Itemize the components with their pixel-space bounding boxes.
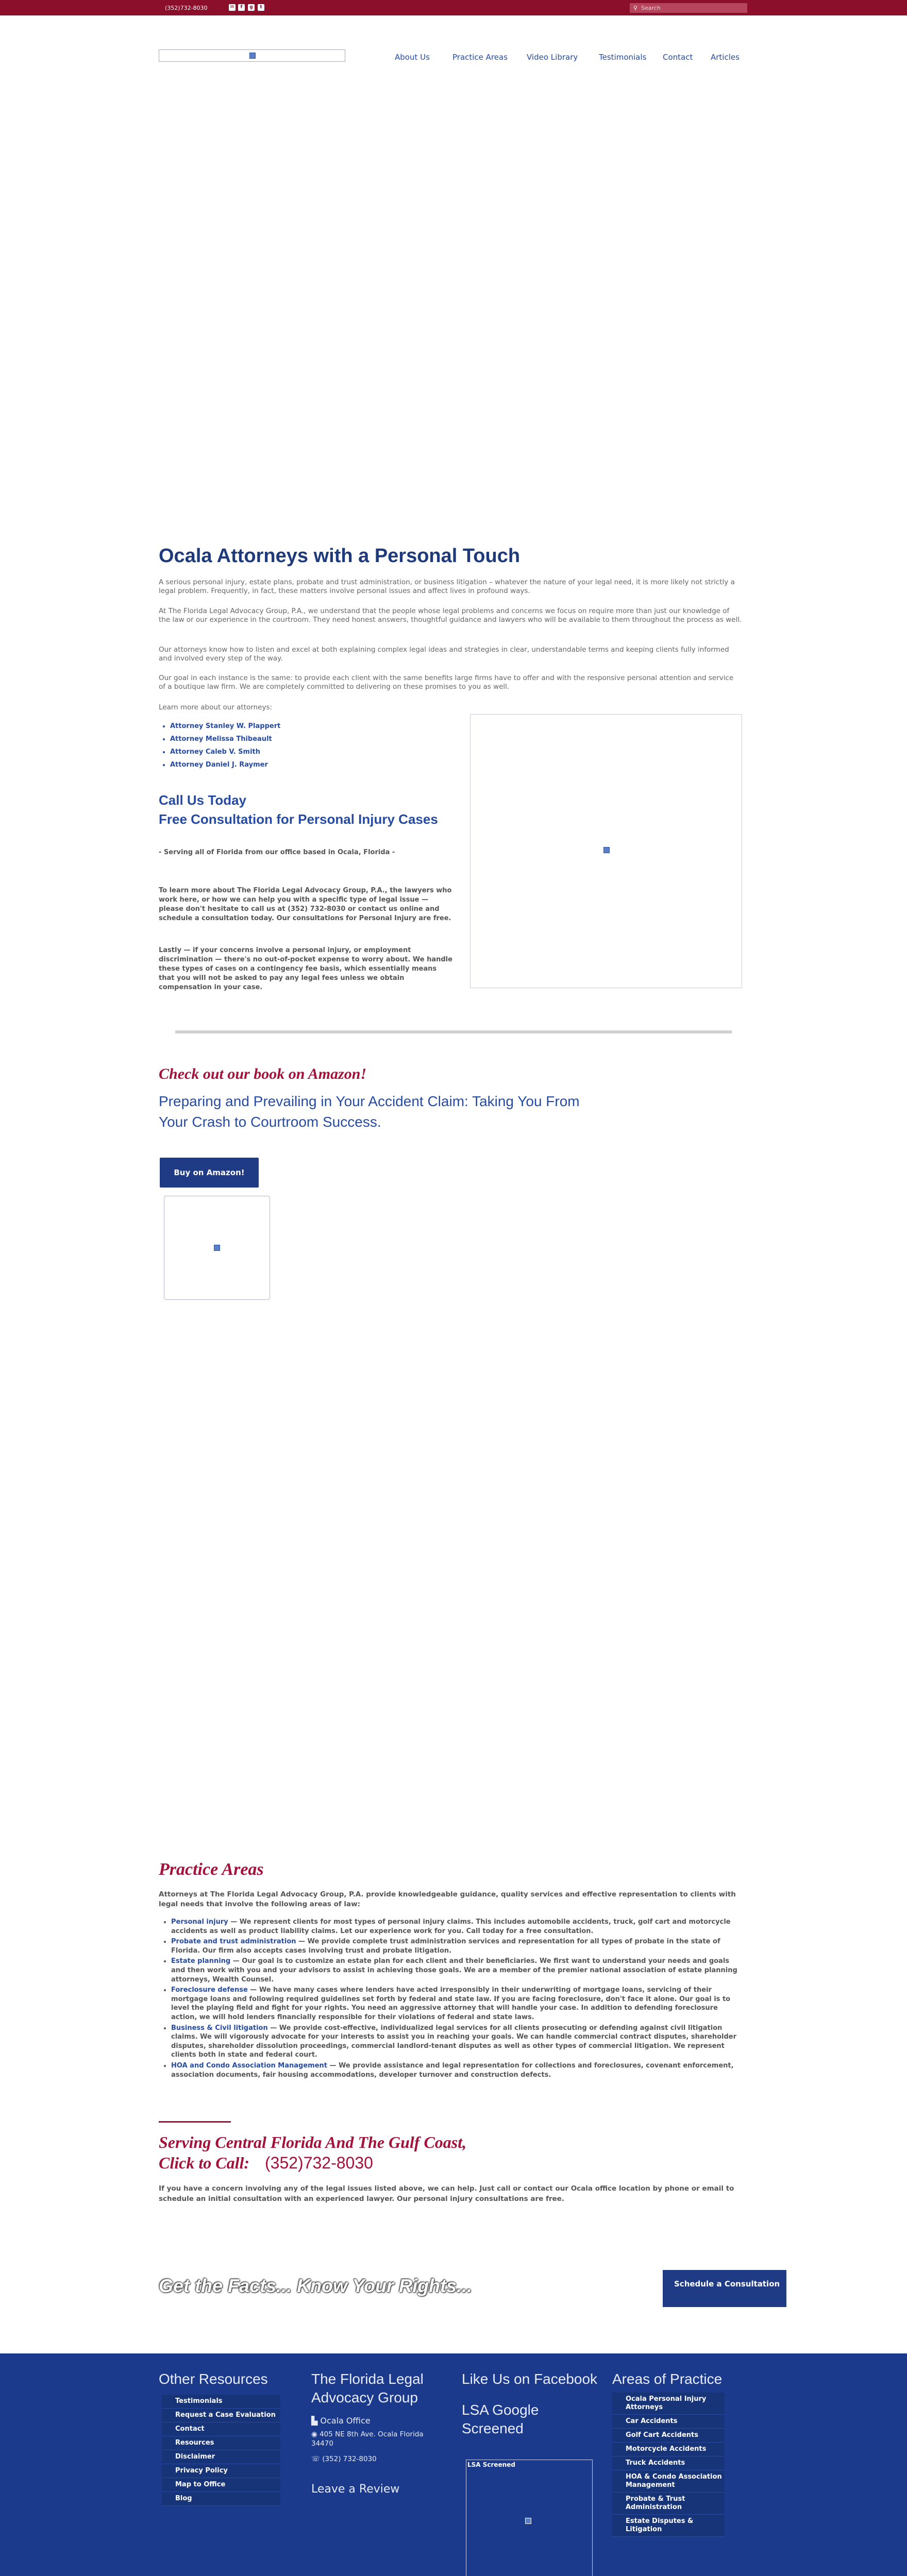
practice-item-text: — We provide cost-effective, individualized legal services for all clients prosecuting or defending against civil litigation claims. We will vigorously advocate for your interests to assist you in reaching your goals. We can handle commercial contract disputes, shareholder disputes, shareholder dissolution proceedings, commercial landlord-tenant disputes as well as other types of commercial litigation. We represent clients both in state and federal court. — [171, 2024, 737, 2059]
other-resources-heading: Other Resources — [159, 2371, 268, 2387]
serving-line: Serving Central Florida And The Gulf Coast, — [159, 2133, 467, 2151]
other-resources-menu — [162, 2395, 280, 2506]
practice-item-text: — We provide assistance and legal representation for collections and foreclosures, covenant enforcement, association documents, fair housing accommodations, developer turnover and construction defects. — [171, 2061, 734, 2079]
practice-item-title[interactable]: Probate and trust administration — [171, 1938, 296, 1946]
nav-articles[interactable]: Articles — [711, 53, 740, 62]
click-to-call-label: Click to Call: — [159, 2154, 249, 2172]
footer-link[interactable]: Motorcycle Accidents — [612, 2443, 725, 2456]
nav-contact[interactable]: Contact — [663, 53, 693, 62]
practice-item — [171, 1918, 742, 1936]
nav-about-us[interactable]: About Us — [395, 53, 430, 62]
serving-all-florida: - Serving all of Florida from our office based in Ocala, Florida - — [159, 849, 395, 856]
phone-icon: ☏ — [311, 2455, 323, 2463]
footer-link[interactable]: Car Accidents — [612, 2415, 725, 2429]
google-plus-icon[interactable]: g — [248, 4, 255, 11]
lsa-badge[interactable] — [466, 2460, 593, 2576]
top-phone-link[interactable]: (352)732-8030 — [165, 5, 208, 11]
nav-testimonials[interactable]: Testimonials — [599, 53, 647, 62]
practice-list — [159, 1918, 742, 2081]
practice-item-text: — We represent clients for most types of personal injury claims. This includes automobile accidents, truck, golf cart and motorcycle accidents as well as product liability claims. Let our experience work for you. Call today for a free consultation. — [171, 1918, 731, 1935]
footer-link[interactable]: Truck Accidents — [612, 2456, 725, 2470]
nav-practice-areas[interactable]: Practice Areas — [452, 53, 508, 62]
attorney-link[interactable]: • Attorney Stanley W. Plappert — [170, 722, 280, 730]
facts-banner: Get the Facts... Know Your Rights... — [159, 2275, 473, 2296]
attorneys-lead: Learn more about our attorneys: — [159, 703, 273, 711]
practice-item-title[interactable]: Personal injury — [171, 1918, 228, 1926]
practice-item — [171, 2024, 742, 2060]
form-image-icon — [603, 847, 610, 853]
firm-name-heading: The Florida Legal Advocacy Group — [311, 2371, 424, 2405]
footer-link[interactable]: Disclaimer — [162, 2450, 280, 2464]
lsa-caption: LSA Screened — [467, 2461, 515, 2468]
footer-link[interactable]: Privacy Policy — [162, 2464, 280, 2478]
footer-link[interactable]: Estate Disputes & Litigation — [612, 2515, 725, 2537]
call-us-heading: Call Us Today — [159, 792, 247, 808]
practice-item-title[interactable]: HOA and Condo Association Management — [171, 2061, 327, 2070]
click-to-call-phone[interactable]: (352)732-8030 — [265, 2154, 373, 2172]
areas-menu — [612, 2393, 725, 2537]
lastly-text: Lastly — if your concerns involve a personal injury, or employment discrimination — there's no out-of-pocket expense to worry about. We handle these types of cases on a contingency fee basis, which essentially means that you will not be asked to pay any legal fees unless we obtain compensation in your case. — [159, 946, 452, 991]
twitter-icon[interactable]: t — [258, 4, 264, 11]
nav-video-library[interactable]: Video Library — [527, 53, 578, 62]
footer-link[interactable]: HOA & Condo Association Management — [612, 2470, 725, 2493]
address-text: 405 NE 8th Ave. Ocala Florida 34470 — [311, 2430, 424, 2448]
map-pin-icon: ◉ — [311, 2430, 320, 2438]
practice-item-title[interactable]: Business & Civil litigation — [171, 2024, 268, 2032]
footer-link[interactable]: Blog — [162, 2492, 280, 2506]
attorney-link[interactable]: • Attorney Daniel J. Raymer — [170, 761, 280, 769]
office-name: Ocala Office — [320, 2416, 371, 2426]
leave-review-link[interactable]: Leave a Review — [311, 2483, 400, 2496]
consultation-heading: Free Consultation for Personal Injury Cases — [159, 811, 438, 827]
lsa-heading: LSA Google Screened — [462, 2402, 539, 2436]
attorney-link[interactable]: • Attorney Caleb V. Smith — [170, 748, 280, 756]
practice-item — [171, 1986, 742, 2022]
footer-link[interactable]: Request a Case Evaluation — [162, 2409, 280, 2422]
lsa-image-icon — [525, 2518, 531, 2524]
practice-item — [171, 1937, 742, 1955]
book-cover[interactable] — [164, 1196, 270, 1300]
practice-item-title[interactable]: Foreclosure defense — [171, 1986, 248, 1994]
practice-item-title[interactable]: Estate planning — [171, 1957, 231, 1965]
search-icon: ⚲ — [633, 5, 638, 11]
serving-heading — [159, 2132, 466, 2173]
footer-link[interactable]: Probate & Trust Administration — [612, 2493, 725, 2515]
contact-prompt: If you have a concern involving any of the legal issues listed above, we can help. Just call or contact our Ocala office location by phone or email to schedule an initial consultation with an experienced lawyer. Our personal injury consultations are free. — [159, 2184, 734, 2203]
buy-on-amazon-button[interactable]: Buy on Amazon! — [160, 1158, 259, 1188]
office-address[interactable] — [311, 2430, 440, 2448]
footer-link[interactable]: Map to Office — [162, 2478, 280, 2492]
contact-form-embed[interactable] — [470, 714, 742, 988]
building-icon: ▙ — [311, 2416, 321, 2426]
footer-link[interactable]: Testimonials — [162, 2395, 280, 2409]
practice-areas-heading: Practice Areas — [159, 1860, 264, 1879]
intro-paragraph-3: Our attorneys know how to listen and excel at both explaining complex legal ideas and strategies in clear, understandable terms and keeping clients fully informed and involved every step of the way. — [159, 646, 729, 663]
intro-paragraph-2: At The Florida Legal Advocacy Group, P.A., we understand that the people whose legal problems and concerns we focus on require more than just our knowledge of the law or our experience in the courtroom. They need honest answers, thoughtful guidance and lawyers who will be available to them throughout the process as well. — [159, 607, 742, 624]
divider — [159, 2121, 231, 2123]
facebook-heading: Like Us on Facebook — [462, 2371, 598, 2387]
footer-link[interactable]: Ocala Personal Injury Attorneys — [612, 2393, 725, 2415]
attorney-list — [159, 722, 280, 774]
intro-paragraph-4: Our goal in each instance is the same: to provide each client with the same benefits large firms have to offer and with the responsive personal attention and service of a boutique law firm. We are completely committed to delivering on these promises to you as well. — [159, 674, 734, 691]
learn-more-text: To learn more about The Florida Legal Advocacy Group, P.A., the lawyers who work here, or how we can help you with a specific type of legal issue — please don't hesitate to call us at (352) 732-8030 or contact us online and schedule a consultation today. Our consultations for Personal Injury are free. — [159, 887, 452, 922]
schedule-consultation-button[interactable]: Schedule a Consultation — [663, 2270, 786, 2307]
attorney-link[interactable]: • Attorney Melissa Thibeault — [170, 735, 280, 743]
email-icon[interactable]: ✉ — [229, 4, 236, 11]
search-placeholder: Search — [641, 5, 661, 11]
practice-intro: Attorneys at The Florida Legal Advocacy Group, P.A. provide knowledgeable guidance, quality services and effective representation to clients with legal needs that involve the following areas of law: — [159, 1890, 736, 1908]
book-title: Preparing and Prevailing in Your Accident Claim: Taking You From Your Crash to Courtroom Success. — [159, 1093, 580, 1130]
divider — [175, 1030, 732, 1033]
footer-link[interactable]: Contact — [162, 2422, 280, 2436]
footer-link[interactable]: Resources — [162, 2436, 280, 2450]
practice-item-text: — We have many cases where lenders have acted irresponsibly in their underwriting of mortgage loans, servicing of their mortgage loans and following required guidelines set forth by federal and state law. If you are facing foreclosure, don't face it alone. Our goal is to level the playing field and fight for your rights. You need an aggressive attorney that will handle your case. In addition to defending foreclosure action, we will hold lenders financially responsible for their violations of federal and state laws. — [171, 1986, 731, 2021]
office-label — [311, 2416, 371, 2426]
intro-paragraph-1: A serious personal injury, estate plans, probate and trust administration, or business litigation – whatever the nature of your legal need, it is more likely not strictly a legal problem. Frequently, in fact, these matters involve personal issues and affect lives in profound ways. — [159, 578, 735, 595]
areas-heading: Areas of Practice — [612, 2371, 723, 2387]
search-input[interactable] — [630, 3, 747, 13]
phone-text: (352) 732-8030 — [322, 2455, 377, 2463]
footer-link[interactable]: Golf Cart Accidents — [612, 2429, 725, 2443]
top-bar — [0, 0, 907, 15]
footer — [0, 2353, 907, 2576]
facebook-icon[interactable]: f — [238, 4, 245, 11]
amazon-heading: Check out our book on Amazon! — [159, 1065, 367, 1082]
practice-item — [171, 1957, 742, 1984]
page-title: Ocala Attorneys with a Personal Touch — [159, 545, 520, 567]
practice-item-text: — We provide complete trust administration services and representation for all types of probate in the state of Florida. Our firm also accepts cases involving trust and probate litigation. — [171, 1938, 720, 1955]
book-image-icon — [214, 1245, 220, 1251]
practice-item-text: — Our goal is to customize an estate plan for each client and their beneficiaries. We first want to understand your needs and goals and then work with you and your advisors to assist in achieving those goals. We are a member of the premier national association of estate planning attorneys, Wealth Counsel. — [171, 1957, 737, 1984]
main-nav — [0, 53, 907, 63]
office-phone[interactable] — [311, 2454, 377, 2464]
practice-item — [171, 2061, 742, 2079]
